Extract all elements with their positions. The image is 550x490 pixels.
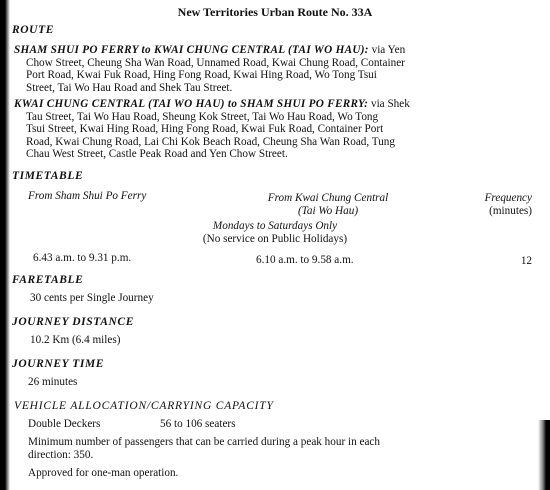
- outbound-line-1: [14, 44, 534, 57]
- peak-capacity-line1: Minimum number of passengers that can be carried during a peak hour in each: [28, 436, 380, 448]
- holiday-note: (No service on Public Holidays): [202, 233, 348, 245]
- frequency-value: 12: [520, 255, 532, 267]
- outbound-route-name: SHAM SHUI PO FERRY to KWAI CHUNG CENTRAL (TAI WO HAU):: [14, 44, 369, 56]
- journey-distance-heading: JOURNEY DISTANCE: [12, 316, 134, 328]
- timetable-heading: TIMETABLE: [12, 170, 84, 182]
- fare-text: 30 cents per Single Journey: [30, 292, 154, 304]
- inbound-line-2: Tau Street, Tai Wo Hau Road, Sheung Kok Street, Tai Wo Hau Road, Wo Tong: [26, 110, 379, 123]
- col-from-kcc-line1: From Kwai Chung Central: [267, 192, 389, 204]
- outbound-route: [14, 44, 534, 94]
- journey-time-heading: JOURNEY TIME: [12, 358, 105, 370]
- service-days: Mondays to Saturdays Only: [212, 220, 338, 232]
- journey-distance-text: 10.2 Km (6.4 miles): [30, 334, 121, 346]
- col-frequency-line2: (minutes): [489, 204, 532, 217]
- col-from-kcc-line2: (Tai Wo Hau): [297, 204, 359, 217]
- inbound-route-name: KWAI CHUNG CENTRAL (TAI WO HAU) to SHAM SHUI PO FERRY:: [14, 98, 369, 110]
- col-frequency: [462, 192, 532, 217]
- inbound-via: via Shek: [370, 98, 410, 110]
- scan-edge-right: [538, 420, 550, 490]
- inbound-line-3: Tsui Street, Kwai Hing Road, Hing Fong Road, Kwai Fuk Road, Container Port: [26, 123, 384, 136]
- outbound-line-4: Street, Tai Wo Hau Road and Shek Tau Street.: [26, 81, 233, 94]
- inbound-line-1: [14, 98, 534, 111]
- col-frequency-line1: Frequency: [484, 192, 532, 204]
- col-from-kcc: [248, 192, 408, 217]
- kcc-times: 6.10 a.m. to 9.58 a.m.: [256, 254, 354, 266]
- outbound-line-2: Chow Street, Cheung Sha Wan Road, Unnamed Road, Kwai Chung Road, Container: [26, 56, 405, 69]
- vehicle-type: Double Deckers: [28, 418, 101, 430]
- ssp-times: 6.43 a.m. to 9.31 p.m.: [33, 252, 132, 264]
- faretable-heading: FARETABLE: [12, 274, 84, 286]
- inbound-line-4: Road, Kwai Chung Road, Lai Chi Kok Beach Road, Cheung Sha Wan Road, Tung: [26, 135, 395, 148]
- page-title: New Territories Urban Route No. 33A: [177, 5, 373, 19]
- route-heading: ROUTE: [12, 24, 54, 36]
- inbound-line-5: Chau West Street, Castle Peak Road and Yen Chow Street.: [26, 148, 288, 161]
- vehicle-heading: VEHICLE ALLOCATION/CARRYING CAPACITY: [14, 400, 274, 412]
- operation-note: Approved for one-man operation.: [28, 467, 179, 479]
- outbound-via: via Yen: [371, 44, 406, 56]
- journey-time-text: 26 minutes: [28, 376, 78, 388]
- vehicle-capacity: 56 to 106 seaters: [160, 418, 236, 430]
- col-from-ssp: From Sham Shui Po Ferry: [28, 190, 147, 202]
- inbound-route: [14, 98, 534, 161]
- peak-capacity-line2: direction: 350.: [28, 449, 94, 461]
- outbound-line-3: Port Road, Kwai Fuk Road, Hing Fong Road, Kwai Hing Road, Wo Tong Tsui: [26, 69, 377, 82]
